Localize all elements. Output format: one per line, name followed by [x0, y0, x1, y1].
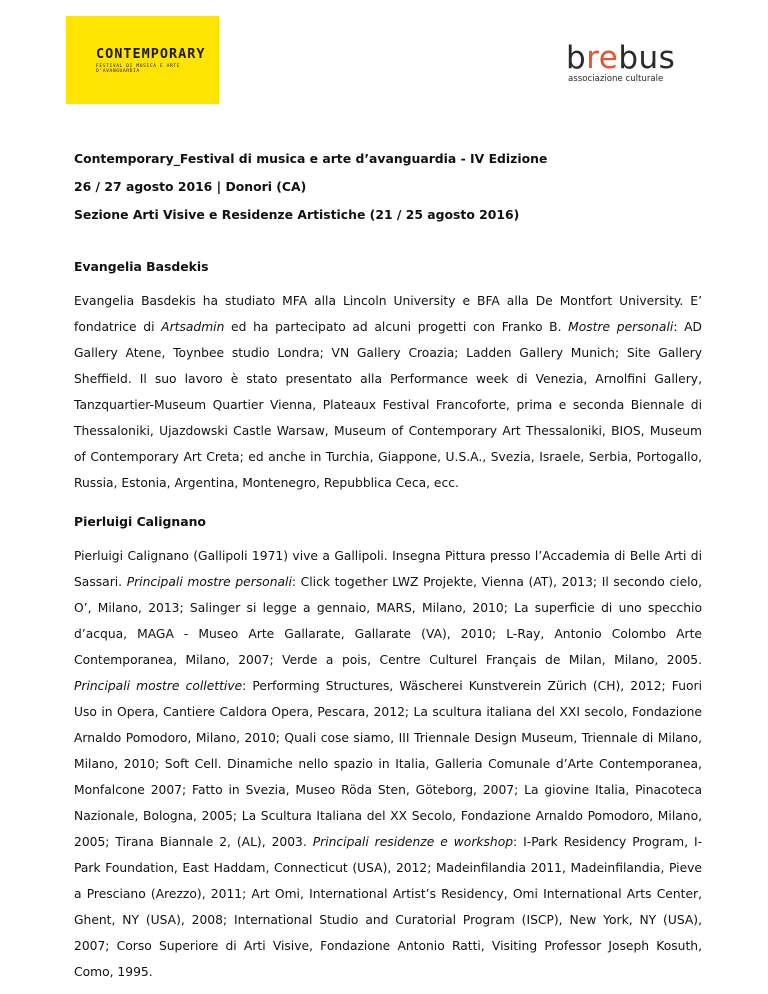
artist-bio: Evangelia Basdekis ha studiato MFA alla Lincoln University e BFA alla De Montfort University. E’ fondatrice di Artsadmin ed ha partecipato ad alcuni progetti con Franko B. Mostre personali: AD Gallery Atene, Toynbee studio Londra; VN Gallery Croazia; Ladden Gallery Munich; Site Gallery Sheffield. Il suo lavoro è stato presentato alla Performance week di Venezia, Arnolfini Gallery, Tanzquartier-Museum Quartier Vienna, Plateaux Festival Francoforte, prima e seconda Biennale di Thessaloniki, Ujazdowski Castle Warsaw, Museum of Contemporary Art Thessaloniki, BIOS, Museum of Contemporary Art Creta; ed anche in Turchia, Giappone, U.S.A., Svezia, Israele, Serbia, Portogallo, Russia, Estonia, Argentina, Montenegro, Repubblica Ceca, ecc. [74, 294, 702, 490]
artist-name: Pierluigi Calignano [74, 514, 206, 529]
section-title: Sezione Arti Visive e Residenze Artistiche (21 / 25 agosto 2016) [74, 207, 520, 222]
brebus-logo-tagline: associazione culturale [568, 74, 664, 84]
document-body [74, 150, 702, 985]
festival-logo [66, 16, 219, 104]
brebus-logo [540, 34, 690, 104]
festival-logo-subtitle: FESTIVAL DI MUSICA E ARTE D'AVANGUARDIA [96, 64, 181, 74]
event-dates: 26 / 27 agosto 2016 | Donori (CA) [74, 179, 307, 194]
festival-logo-word: CONTEMPORARY [96, 46, 206, 62]
artist-name: Evangelia Basdekis [74, 259, 209, 274]
event-title: Contemporary_Festival di musica e arte d’avanguardia - IV Edizione [74, 151, 548, 166]
artist-bio: Pierluigi Calignano (Gallipoli 1971) vive a Gallipoli. Insegna Pittura presso l’Accademia di Belle Arti di Sassari. Principali mostre personali: Click together LWZ Projekte, Vienna (AT), 2013; Il secondo cielo, O’, Milano, 2013; Salinger si legge a gennaio, MARS, Milano, 2010; La superficie di uno specchio d’acqua, MAGA - Museo Arte Gallarate, Gallarate (VA), 2010; L-Ray, Antonio Colombo Arte Contemporanea, Milano, 2007; Verde a pois, Centre Culturel Français de Milan, Milano, 2005. Principali mostre collettive: Performing Structures, Wäscherei Kunstverein Zürich (CH), 2012; Fuori Uso in Opera, Cantiere Caldora Opera, Pescara, 2012; La scultura italiana del XXI secolo, Fondazione Arnaldo Pomodoro, Milano, 2010; Quali cose siamo, III Triennale Design Museum, Triennale di Milano, Milano, 2010; Soft Cell. Dinamiche nello spazio in Italia, Galleria Comunale d’Arte Contemporanea, Monfalcone 2007; Fatto in Svezia, Museo Röda Sten, Göteborg, 2007; La giovine Italia, Pinacoteca Nazionale, Bologna, 2005; La Scultura Italiana del XX Secolo, Fondazione Arnaldo Pomodoro, Milano, 2005; Tirana Biannale 2, (AL), 2003. Principali residenze e workshop: I-Park Residency Program, I-Park Foundation, East Haddam, Connecticut (USA), 2012; Madeinfilandia 2011, Madeinfilandia, Pieve a Presciano (Arezzo), 2011; Art Omi, International Artist’s Residency, Omi International Arts Center, Ghent, NY (USA), 2008; International Studio and Curatorial Program (ISCP), New York, NY (USA), 2007; Corso Superiore di Arti Visive, Fondazione Antonio Ratti, Visiting Professor Joseph Kosuth, Como, 1995. [74, 549, 703, 979]
brebus-logo-wordmark: brebus [566, 40, 676, 76]
